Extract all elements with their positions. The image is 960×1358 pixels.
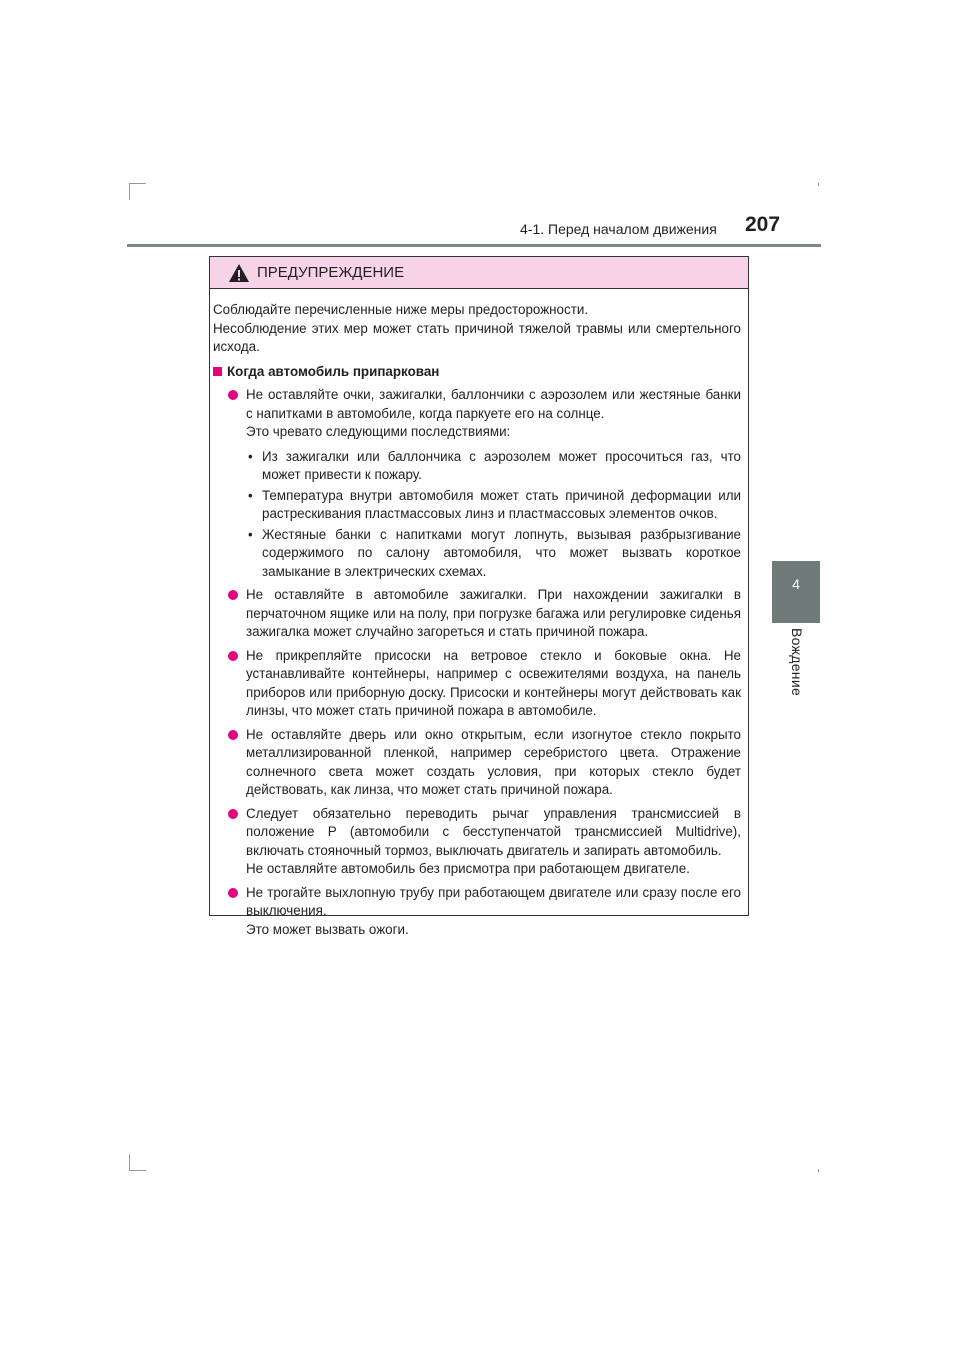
sub-list-item [213,448,741,485]
subsection-heading-text: Когда автомобиль припаркован [227,363,440,379]
round-bullet-icon [228,390,238,400]
warning-header [210,257,748,289]
crop-mark-bottom-left-v [129,1154,130,1171]
list-item [213,586,741,642]
round-bullet-icon [228,651,238,661]
crop-mark-top-left-v [129,183,130,200]
list-item [213,884,741,940]
list-item [213,726,741,800]
warning-triangle-icon [228,263,250,283]
warning-body [210,289,748,939]
list-item [213,805,741,879]
intro-line-2: Несоблюдение этих мер может стать причиной тяжелой травмы или смертельного исхода. [213,320,741,354]
crop-mark-bottom-left-h [129,1170,146,1171]
sub-bullet-marker: • [248,487,253,503]
sub-list [213,448,741,582]
page-number: 207 [745,213,781,236]
warning-title: ПРЕДУПРЕЖДЕНИЕ [257,264,405,281]
list-item-text: Не прикрепляйте присоски на ветровое стекло и боковые окна. Не устанавливайте контейнеры, например с освежителями воздуха, на панель приборов или приборную доску. Присоски и контейнеры могут действовать как линзы, что может стать причиной пожара в автомобиле. [246,647,741,718]
crop-mark-top-left-h [129,183,146,184]
list-item-text: Не оставляйте дверь или окно открытым, если изогнутое стекло покрыто металлизированной пленкой, например серебристого цвета. Отражение солнечного света может создать условия, при которых стекло будет действовать, как линза, что может стать причиной пожара. [246,726,741,797]
subsection-heading [213,363,741,382]
sub-bullet-marker: • [248,448,253,464]
chapter-tab [772,561,820,623]
intro-line-1: Соблюдайте перечисленные ниже меры предосторожности. [213,302,589,317]
list-item [213,386,741,442]
round-bullet-icon [228,888,238,898]
section-title: 4-1. Перед началом движения [520,221,717,237]
list-item-text: Следует обязательно переводить рычаг управления трансмиссией в положение P (автомобили с бесступенчатой трансмиссией Multidrive), включать стояночный тормоз, выключать двигатель и запирать автомобиль. [246,805,741,858]
list-item-text: Не трогайте выхлопную трубу при работающем двигателе или сразу после его выключения. [246,884,741,918]
round-bullet-icon [228,590,238,600]
round-bullet-icon [228,809,238,819]
sub-list-item [213,487,741,524]
list-item-text: Не оставляйте очки, зажигалки, баллончики с аэрозолем или жестяные банки с напитками в автомобиле, когда паркуете его на солнце. [246,387,741,421]
round-bullet-icon [228,730,238,740]
sub-list-item-text: Температура внутри автомобиля может стать причиной деформации или растрескивания пластмассовых линз и пластмассовых элементов очков. [262,487,741,521]
sub-list-item-text: Из зажигалки или баллончика с аэрозолем может просочиться газ, что может привести к пожару. [262,448,741,482]
sub-list-item-text: Жестяные банки с напитками могут лопнуть, вызывая разбрызгивание содержимого по салону автомобиля, что может вызвать короткое замыкание в электрических схемах. [262,526,741,579]
square-bullet-icon [213,367,222,376]
crop-mark-top-right [818,183,819,186]
list-item-note: Не оставляйте автомобиль без присмотра при работающем двигателе. [246,861,690,876]
chapter-tab-number: 4 [792,576,800,592]
chapter-tab-label: Вождение [789,628,805,697]
list-item-text: Не оставляйте в автомобиле зажигалки. При нахождении зажигалки в перчаточном ящике или на полу, при погрузке багажа или регулировке сиденья зажигалка может случайно загореться и стать причиной пожара. [246,587,741,639]
sub-list-item [213,526,741,582]
sub-bullet-marker: • [248,526,253,542]
list-item [213,647,741,721]
header-rule [127,244,821,247]
crop-mark-bottom-right [818,1169,819,1172]
warning-box [209,256,749,937]
list-item-note: Это может вызвать ожоги. [246,921,409,937]
list-item-note: Это чревато следующими последствиями: [246,424,511,439]
